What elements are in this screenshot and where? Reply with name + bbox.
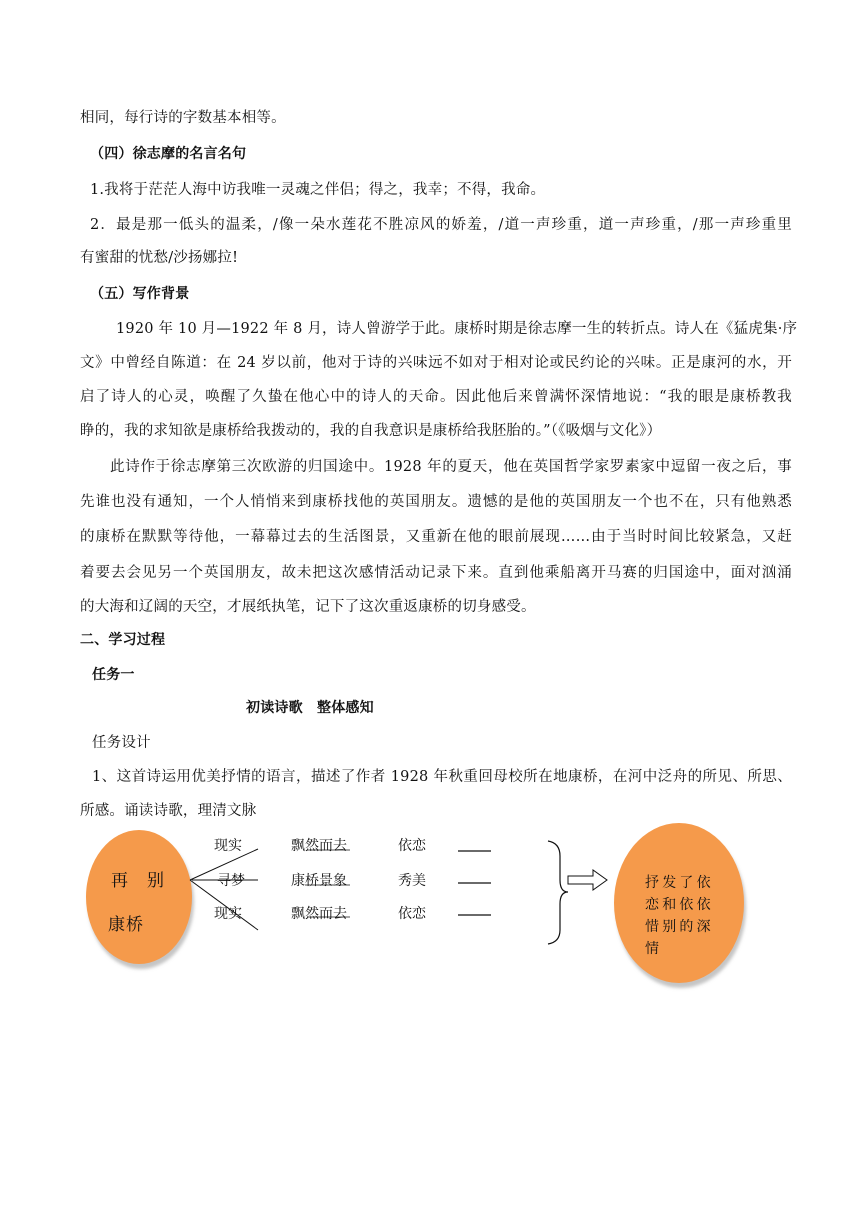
background-p2-line-4: 着要去会见另一个英国朋友，故未把这次感情活动记录下来。直到他乘船离开马赛的归国途中，面对汹涌 bbox=[80, 565, 792, 581]
background-p1-line-4: 睁的，我的求知欲是康桥给我拨动的，我的自我意识是康桥给我胚胎的。”（《吸烟与文化》） bbox=[80, 423, 662, 439]
row-2-scene: 寻梦 bbox=[217, 873, 245, 889]
row-1-feeling: 依恋 bbox=[398, 838, 426, 854]
right-circle-line-4: 情 bbox=[645, 941, 659, 957]
task-question-1-line-2: 所感。诵读诗歌，理清文脉 bbox=[80, 803, 257, 819]
background-p2-line-2: 先谁也没有通知，一个人悄悄来到康桥找他的英国朋友。遗憾的是他的英国朋友一个也不在，只有他熟悉 bbox=[80, 494, 792, 510]
background-p1-line-2: 文》中曾经自陈道：在 24 岁以前，他对于诗的兴味远不如对于相对论或民约论的兴味。正是康河的水，开 bbox=[80, 355, 792, 371]
right-circle-line-1: 抒发了依 bbox=[645, 875, 714, 891]
background-p1-line-1: 1920 年 10 月—1922 年 8 月，诗人曾游学于此。康桥时期是徐志摩一生的转折点。诗人在《猛虎集·序 bbox=[116, 321, 798, 337]
left-circle-title-line-1: 再 别 bbox=[111, 871, 165, 891]
row-1-phrase: 飘然而去 bbox=[291, 838, 347, 854]
heading-famous-quotes: （四）徐志摩的名言名句 bbox=[90, 146, 247, 162]
heading-task-one: 任务一 bbox=[92, 667, 135, 683]
paragraph-intro-tail: 相同，每行诗的字数基本相等。 bbox=[80, 110, 286, 126]
left-circle-title-line-2: 康桥 bbox=[108, 915, 144, 935]
background-p2-line-1: 此诗作于徐志摩第三次欧游的归国途中。1928 年的夏天，他在英国哲学家罗素家中逗留一夜之后，事 bbox=[110, 459, 792, 475]
row-3-scene: 现实 bbox=[214, 906, 242, 922]
heading-writing-background: （五）写作背景 bbox=[90, 286, 190, 302]
quote-2-line-2: 有蜜甜的忧愁/沙扬娜拉! bbox=[80, 250, 239, 266]
task-title: 初读诗歌 整体感知 bbox=[246, 700, 374, 716]
task-design-label: 任务设计 bbox=[92, 735, 151, 751]
background-p2-line-3: 的康桥在默默等待他，一幕幕过去的生活图景，又重新在他的眼前展现……由于当时时间比较紧急，又赶 bbox=[80, 529, 792, 545]
task-question-1-line-1: 1、这首诗运用优美抒情的语言，描述了作者 1928 年秋重回母校所在地康桥，在河中泛舟的所见、所思、 bbox=[92, 769, 792, 785]
quote-2-line-1: 2．最是那一低头的温柔，/像一朵水莲花不胜凉风的娇羞，/道一声珍重，道一声珍重，/那一声珍重里 bbox=[90, 217, 792, 233]
row-2-phrase: 康桥景象 bbox=[291, 873, 347, 889]
background-p2-line-5: 的大海和辽阔的天空，才展纸执笔，记下了这次重返康桥的切身感受。 bbox=[80, 599, 536, 615]
quote-1: 1.我将于茫茫人海中访我唯一灵魂之伴侣；得之，我幸；不得，我命。 bbox=[90, 182, 546, 198]
row-1-scene: 现实 bbox=[214, 838, 242, 854]
right-circle-line-2: 恋和依依 bbox=[645, 897, 714, 913]
right-circle-line-3: 惜别的深 bbox=[645, 919, 714, 935]
background-p1-line-3: 启了诗人的心灵，唤醒了久蛰在他心中的诗人的天命。因此他后来曾满怀深情地说：“我的眼是康桥教我 bbox=[80, 389, 792, 405]
hollow-arrow-icon bbox=[568, 870, 607, 890]
right-brace bbox=[548, 841, 568, 944]
row-2-feeling: 秀美 bbox=[398, 873, 426, 889]
row-3-phrase: 飘然而去 bbox=[291, 906, 347, 922]
heading-learning-process: 二、学习过程 bbox=[80, 632, 166, 648]
row-3-feeling: 依恋 bbox=[398, 906, 426, 922]
